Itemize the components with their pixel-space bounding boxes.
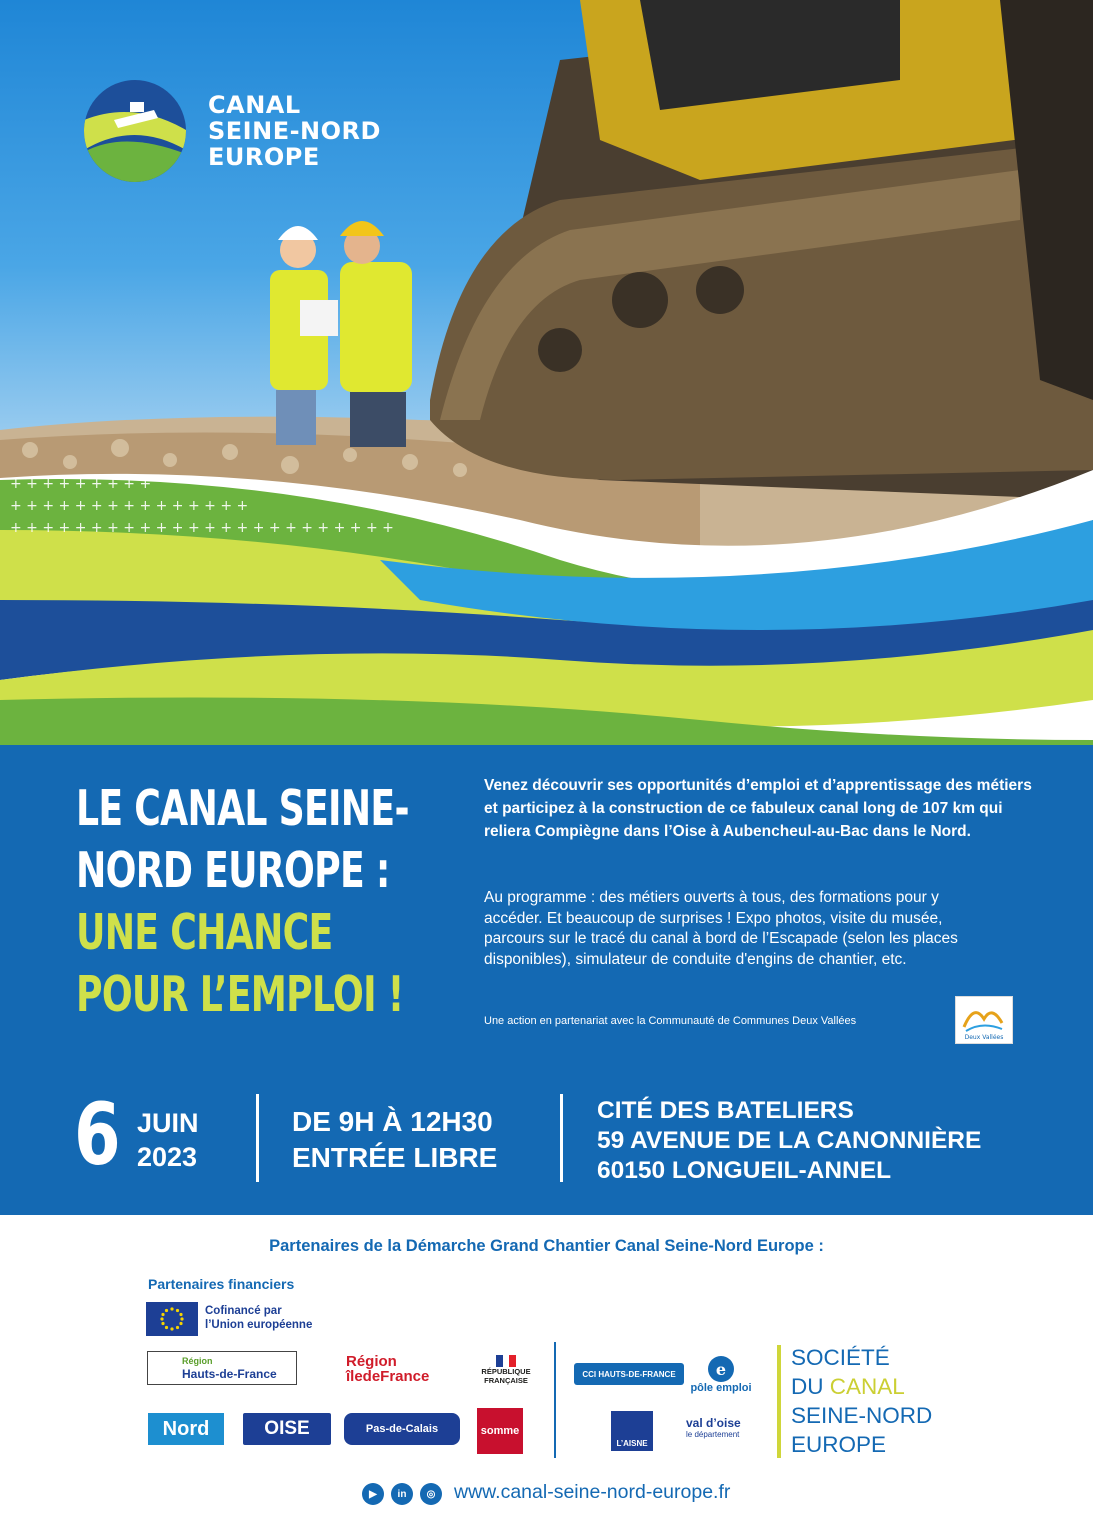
rf-line-1: RÉPUBLIQUE (481, 1367, 531, 1376)
rf-line-2: FRANÇAISE (484, 1376, 528, 1385)
financial-partners-title: Partenaires financiers (148, 1276, 295, 1292)
pole-emploi-text: pôle emploi (690, 1382, 752, 1394)
oise-departement-logo: OISE (243, 1413, 331, 1445)
partnership-note: Une action en partenariat avec la Communauté de Communes Deux Vallées (484, 1015, 857, 1027)
hdf-main: Hauts-de-France (182, 1367, 277, 1381)
svg-text:+ + + + + + + + + + + + + + +: + + + + + + + + + + + + + + + + + + + + + + + + (10, 520, 394, 536)
logo-line-seine-nord: SEINE-NORD (208, 117, 381, 145)
event-venue-block (597, 1096, 981, 1186)
headline-line-3: UNE CHANCE (76, 904, 333, 961)
headline-line-2: NORD EUROPE : (76, 842, 390, 899)
canal-seine-nord-logo (84, 80, 444, 190)
event-day: 6 (74, 1085, 121, 1185)
event-year: 2023 (137, 1142, 198, 1172)
youtube-icon[interactable]: ▶ (362, 1483, 384, 1505)
region-ile-de-france-logo (318, 1352, 450, 1386)
event-city: 60150 LONGUEIL-ANNEL (597, 1157, 892, 1184)
eu-cofinance-text (205, 1304, 312, 1332)
eu-line-1: Cofinancé par (205, 1305, 282, 1317)
hero-photo (0, 0, 1093, 760)
cci-hauts-de-france-logo: CCI HAUTS-DE-FRANCE (574, 1363, 684, 1385)
headline-line-4: POUR L’EMPLOI ! (76, 966, 404, 1023)
somme-logo: somme (477, 1408, 523, 1454)
headline-line-1: LE CANAL SEINE- (76, 780, 409, 837)
logo-line-europe: EUROPE (208, 143, 320, 171)
scsne-line-2: DU CANAL (791, 1374, 905, 1399)
partners-title: Partenaires de la Démarche Grand Chantier Canal Seine-Nord Europe : (269, 1237, 824, 1255)
region-hauts-de-france-logo (147, 1351, 297, 1385)
scsne-line-4: EUROPE (791, 1432, 887, 1457)
event-entry: ENTRÉE LIBRE (292, 1142, 498, 1173)
val-d-oise-text: val d’oise (686, 1416, 741, 1430)
eu-flag-icon (146, 1302, 198, 1336)
scsne-accent-bar (777, 1345, 781, 1458)
website-link[interactable]: www.canal-seine-nord-europe.fr (454, 1481, 731, 1503)
event-month: JUIN (137, 1108, 199, 1138)
pole-emploi-logo (690, 1352, 752, 1398)
event-time-block (292, 1104, 497, 1176)
svg-text:Deux Vallées: Deux Vallées (964, 1034, 1004, 1041)
aisne-logo (611, 1411, 653, 1451)
val-d-oise-sub: le département (686, 1430, 740, 1439)
idf-main: îledeFrance (346, 1368, 430, 1385)
event-time: DE 9H À 12H30 (292, 1106, 493, 1137)
republique-francaise-logo (474, 1346, 538, 1394)
svg-text:+ + + + + + + + + + + + + + +: + + + + + + + + + + + + + + + (10, 498, 249, 514)
societe-canal-logo (791, 1343, 932, 1459)
aisne-text: L’AISNE (616, 1438, 648, 1448)
divider (256, 1094, 259, 1182)
divider (560, 1094, 563, 1182)
linkedin-icon[interactable]: in (391, 1483, 413, 1505)
headline (76, 778, 461, 1026)
french-flag-icon (496, 1355, 516, 1367)
deux-vallees-logo (955, 996, 1013, 1044)
scsne-line-1: SOCIÉTÉ (791, 1345, 890, 1370)
event-month-year (137, 1106, 199, 1174)
nord-departement-logo: Nord (148, 1413, 224, 1445)
pas-de-calais-logo: Pas-de-Calais (344, 1413, 460, 1445)
intro-text: Venez découvrir ses opportunités d’emploi et d’apprentissage des métiers et participez à la construction de ce fabuleux canal long de 107 km qui reliera Compiègne dans l’Oise à Aubencheul-au-Bac dans le Nord. (484, 777, 1032, 840)
workers-illustration (270, 221, 412, 447)
event-street: 59 AVENUE DE LA CANONNIÈRE (597, 1127, 982, 1154)
event-venue: CITÉ DES BATELIERS (597, 1097, 854, 1124)
divider (554, 1342, 556, 1458)
val-d-oise-logo (686, 1410, 752, 1448)
hdf-small: Région (182, 1356, 213, 1366)
logo-line-canal: CANAL (208, 91, 301, 119)
canal-wordmark (208, 92, 381, 170)
pole-emploi-icon: e (708, 1356, 734, 1382)
program-text: Au programme : des métiers ouverts à tous, des formations pour y accéder. Et beaucoup de surprises ! Expo photos, visite du musée, parcours sur le tracé du canal à bord de l’Escapade (selon les places disponibles), simulateur de conduite d'engins de chantier, etc. (484, 889, 958, 968)
eu-line-2: l’Union européenne (205, 1319, 313, 1331)
scsne-line-3: SEINE-NORD (791, 1403, 933, 1428)
idf-small: Région (346, 1353, 397, 1370)
instagram-icon[interactable]: ◎ (420, 1483, 442, 1505)
canal-logo-emblem (84, 80, 186, 182)
svg-text:+ + + + + + + + +: + + + + + + + + + (10, 476, 152, 492)
